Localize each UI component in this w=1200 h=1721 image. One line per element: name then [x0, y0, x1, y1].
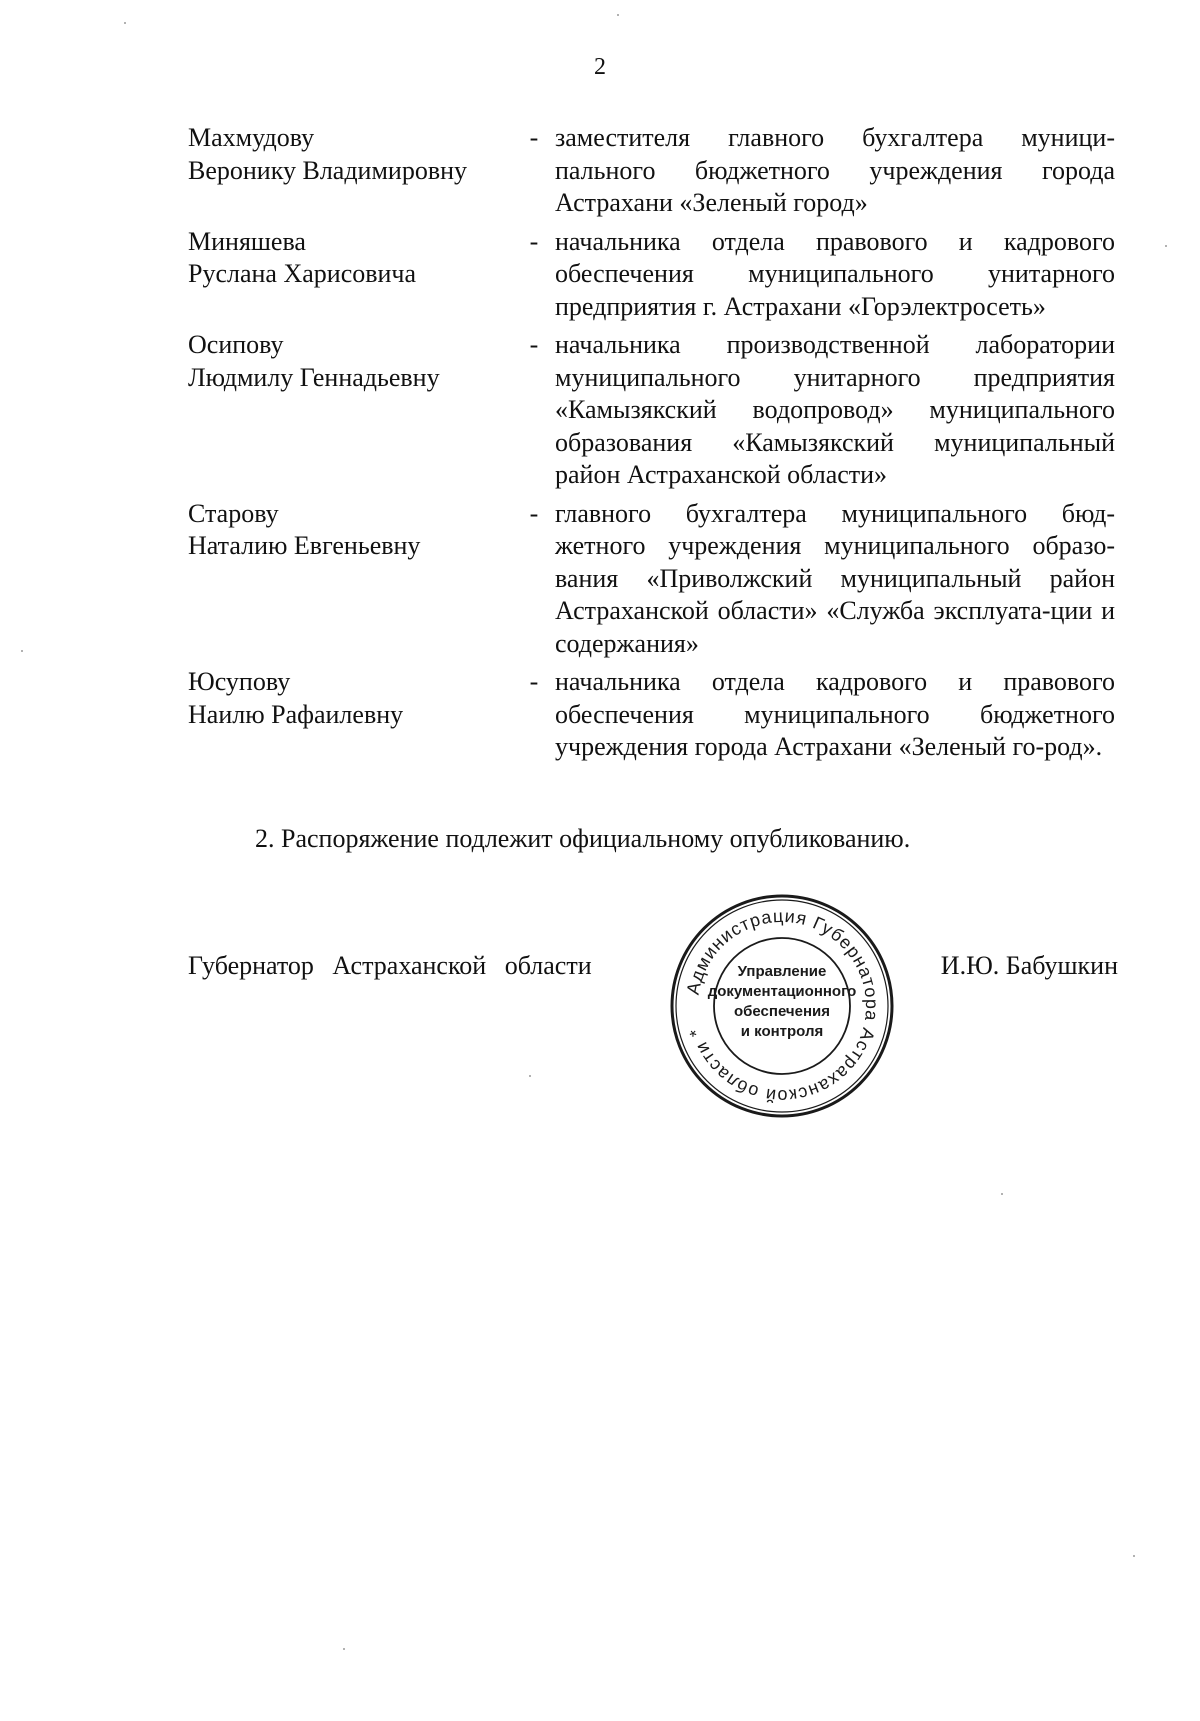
appointee-position: начальника производственной лаборатории муниципального унитарного предприятия «Камызякский водопровод» муниципального образования «Камызякский муниципальный район Астраханской области» [555, 330, 1115, 489]
appointee-name [188, 329, 513, 492]
appointee-entry [188, 122, 1118, 220]
appointee-name [188, 666, 513, 764]
signatory-name: И.Ю. Бабушкин [940, 951, 1118, 980]
appointee-given-names: Людмилу Геннадьевну [188, 362, 440, 392]
appointee-name [188, 122, 513, 220]
appointee-position: заместителя главного бухгалтера муници-пального бюджетного учреждения города Астрахани «Зеленый город» [555, 123, 1115, 217]
appointee-name [188, 226, 513, 324]
appointee-position: начальника отдела правового и кадрового обеспечения муниципального унитарного предприятия г. Астрахани «Горэлектросеть» [555, 226, 1115, 321]
appointee-entry [188, 666, 1118, 764]
appointee-name [188, 498, 513, 661]
appointee-given-names: Веронику Владимировну [188, 155, 468, 185]
seal-graphic [668, 892, 896, 1120]
scan-speck [529, 1075, 531, 1077]
signatory-position: Губернатор Астраханской области [188, 951, 592, 980]
seal-ring-text: Администрация Губернатора Астраханской области * [682, 905, 883, 1107]
page-number: 2 [594, 54, 606, 80]
scan-speck [617, 14, 619, 16]
entry-dash: - [529, 667, 539, 696]
appointee-given-names: Руслана Харисовича [188, 259, 417, 288]
appointee-surname: Старову [188, 498, 279, 528]
appointee-surname: Юсупову [188, 667, 291, 696]
scan-speck [343, 1648, 345, 1650]
appointee-list [188, 122, 1118, 770]
entry-dash: - [529, 123, 539, 152]
seal-center-line: обеспечения [733, 1003, 831, 1020]
appointee-entry [188, 329, 1118, 492]
seal-center-line: и контроля [740, 1023, 824, 1040]
clause-publication: 2. Распоряжение подлежит официальному опубликованию. [255, 824, 911, 853]
entry-dash: - [529, 498, 539, 528]
appointee-surname: Миняшева [188, 226, 306, 256]
seal-center-line: документационного [707, 983, 857, 1000]
appointee-surname: Махмудову [188, 123, 315, 152]
appointee-surname: Осипову [188, 330, 284, 359]
official-seal [668, 892, 896, 1120]
appointee-position: начальника отдела кадрового и правового обеспечения муниципального бюджетного учреждения города Астрахани «Зеленый го-род». [555, 667, 1115, 761]
appointee-given-names: Наилю Рафаилевну [188, 699, 404, 729]
scan-speck [1165, 245, 1167, 247]
entry-dash: - [529, 226, 539, 256]
appointee-entry [188, 226, 1118, 324]
appointee-position: главного бухгалтера муниципального бюд-жетного учреждения муниципального образо-вания «Приволжский муниципальный район Астраханской области» «Служба эксплуата-ции и содержания» [555, 498, 1115, 658]
scan-speck [1133, 1555, 1135, 1557]
appointee-given-names: Наталию Евгеньевну [188, 531, 421, 560]
appointee-entry [188, 498, 1118, 661]
seal-center-line: Управление [737, 963, 827, 980]
scan-speck [21, 650, 23, 652]
scan-speck [124, 22, 126, 24]
entry-dash: - [529, 330, 539, 359]
scan-speck [1001, 1193, 1003, 1195]
